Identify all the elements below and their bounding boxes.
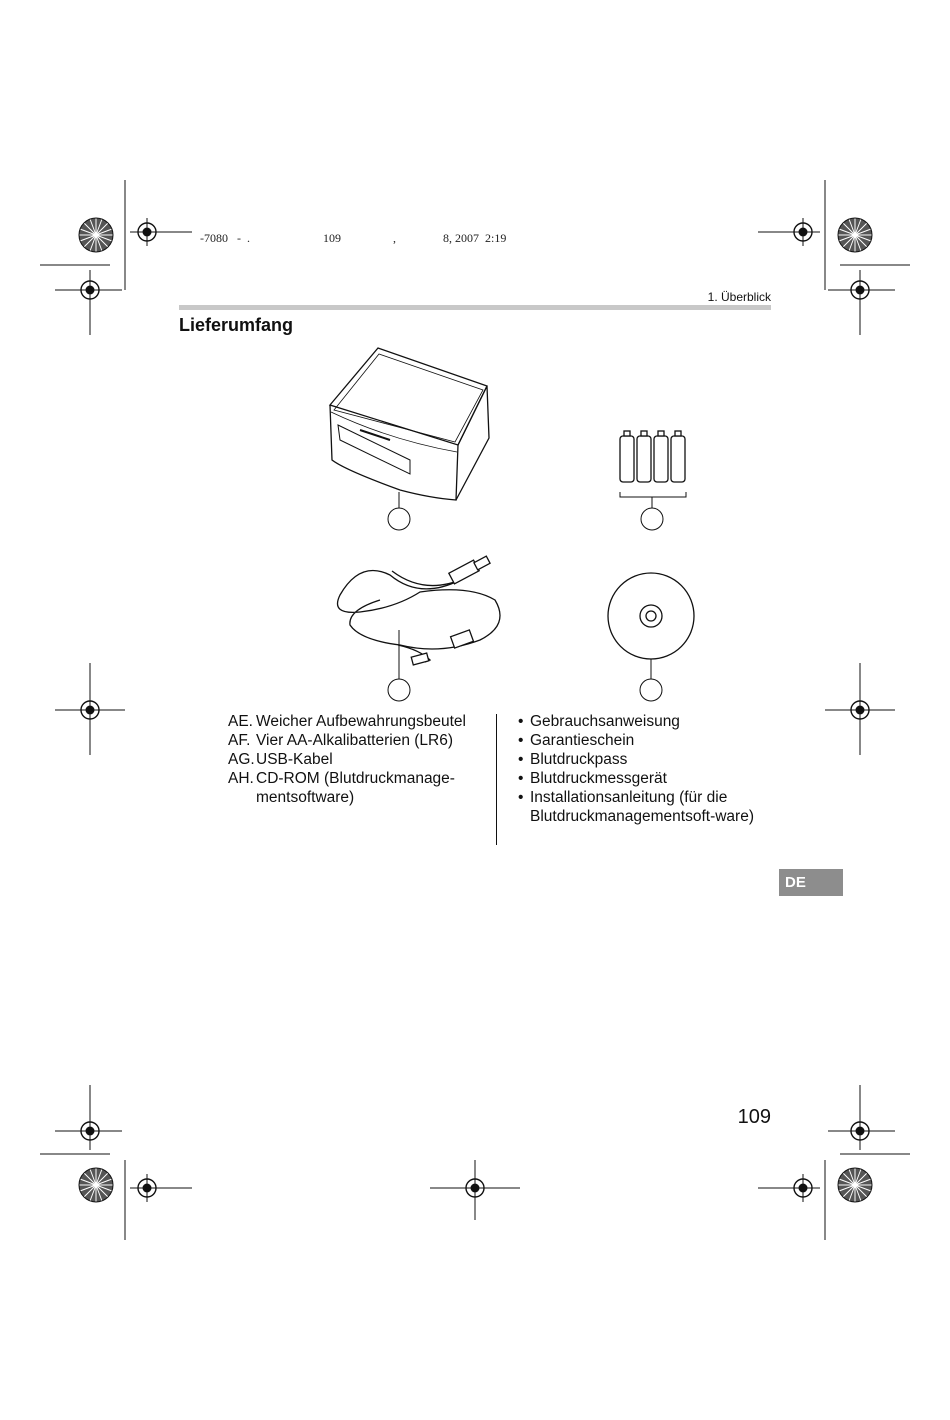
crosshair-mark — [846, 276, 874, 304]
page-heading: Lieferumfang — [179, 315, 294, 335]
header-rule — [179, 305, 771, 310]
list-item: • Blutdruckmessgerät — [518, 769, 768, 788]
crosshair-mark — [76, 696, 104, 724]
crosshair-mark — [789, 218, 817, 246]
crosshair-mark — [789, 1174, 817, 1202]
print-job-datetime: 8, 2007 2:19 — [443, 231, 507, 245]
item-label: AH. — [228, 770, 254, 787]
cd-rom-illustration — [608, 573, 694, 659]
starburst-mark-bl — [79, 1168, 113, 1202]
item-text: USB-Kabel — [256, 751, 333, 768]
print-job-page: 109 — [323, 231, 341, 245]
list-item: • Gebrauchsanweisung — [518, 712, 768, 731]
crosshair-mark — [133, 1174, 161, 1202]
crosshair-mark — [133, 218, 161, 246]
list-item — [228, 731, 490, 750]
item-text: Weicher Aufbewahrungsbeutel — [256, 713, 466, 730]
list-item — [228, 769, 490, 807]
batteries-illustration — [620, 431, 685, 482]
callout-circle-ag — [388, 679, 410, 701]
item-text: CD-ROM (Blutdruckmanage-mentsoftware) — [256, 770, 455, 806]
starburst-mark-tl — [79, 218, 113, 252]
item-label: AG. — [228, 751, 255, 768]
list-item: • Installationsanleitung (für die Blutdruckmanagementsoft-ware) — [518, 788, 768, 826]
item-label: AF. — [228, 732, 251, 749]
contents-list — [228, 712, 490, 807]
section-label: 1. Überblick — [707, 290, 771, 304]
list-item: • Blutdruckpass — [518, 750, 768, 769]
storage-bag-illustration — [330, 348, 489, 500]
crosshair-mark — [76, 1117, 104, 1145]
starburst-mark-tr — [838, 218, 872, 252]
crosshair-mark — [76, 276, 104, 304]
crosshair-mark — [846, 696, 874, 724]
item-text: Vier AA-Alkalibatterien (LR6) — [256, 732, 453, 749]
list-item — [228, 712, 490, 731]
callout-circle-af — [641, 508, 663, 530]
column-divider — [496, 714, 497, 845]
usb-cable-illustration — [338, 556, 501, 665]
crosshair-mark — [846, 1117, 874, 1145]
crosshair-mark — [461, 1174, 489, 1202]
page-number: 109 — [737, 1106, 771, 1128]
print-job-separator: , — [393, 231, 396, 245]
list-item — [228, 750, 490, 769]
extras-list — [518, 712, 768, 826]
language-tab: DE — [779, 869, 843, 896]
item-label: AE. — [228, 713, 253, 730]
starburst-mark-br — [838, 1168, 872, 1202]
print-job-code: -7080 - . — [200, 231, 250, 245]
list-item: • Garantieschein — [518, 731, 768, 750]
callout-circle-ae — [388, 508, 410, 530]
callout-circle-ah — [640, 679, 662, 701]
